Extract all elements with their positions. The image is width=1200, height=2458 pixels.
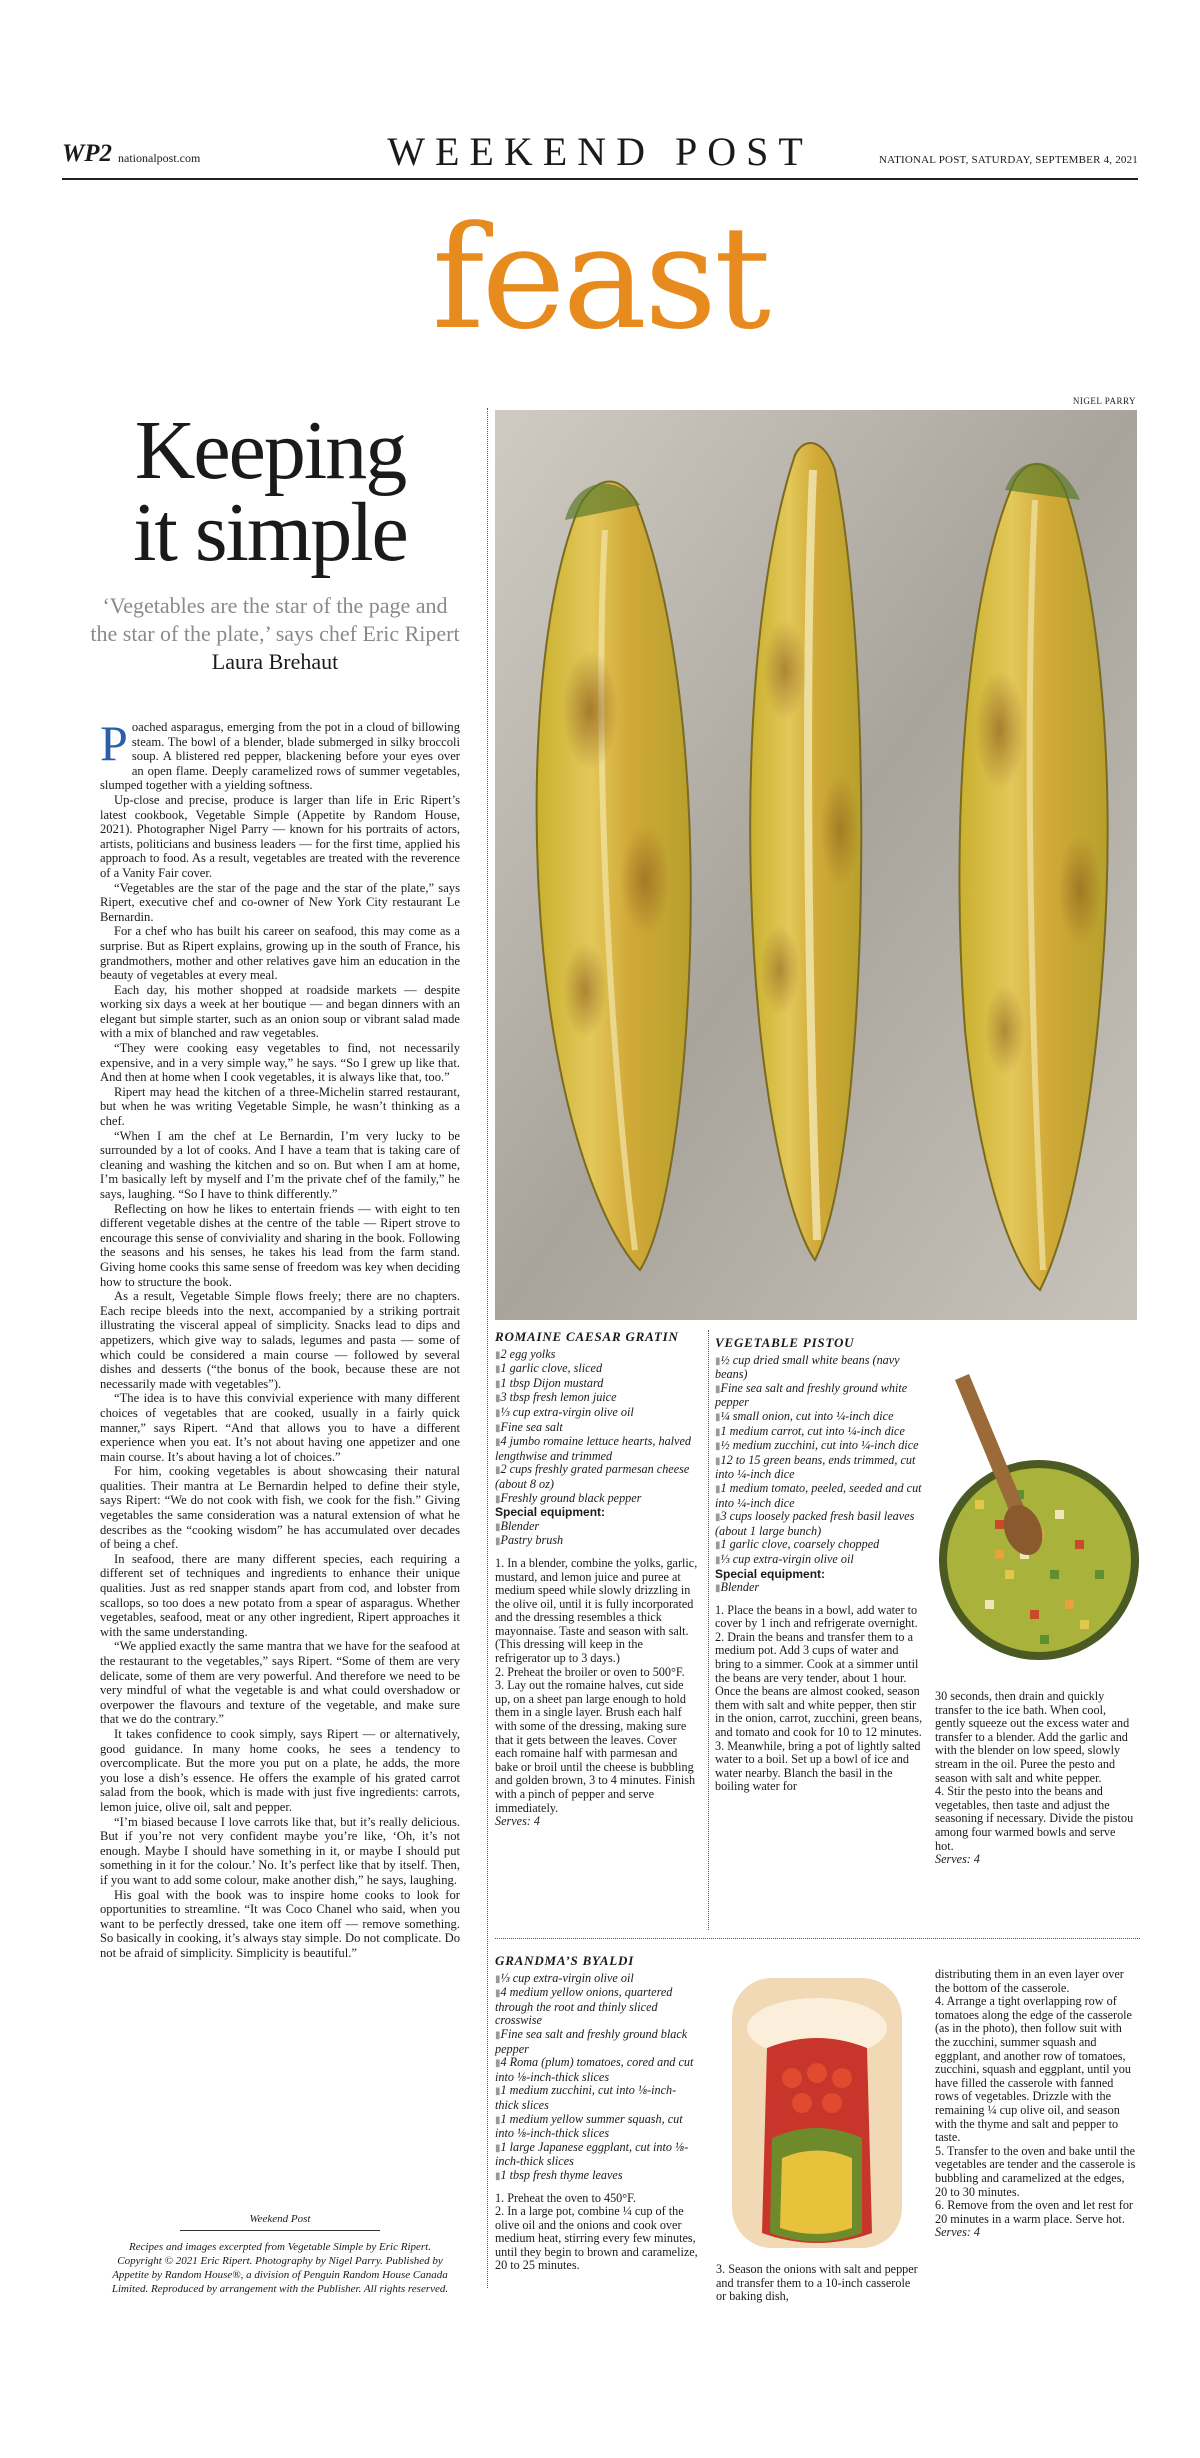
body-paragraph: Poached asparagus, emerging from the pot in a cloud of billowing steam. The bowl of a blender, blade submerged in silky broccoli soup. A blistered red pepper, blackening before your eyes over an open flame. Deeply caramelized rows of summer vegetables, slumped together with a yielding softness. — [100, 715, 460, 793]
page-folio: WP2 — [62, 140, 112, 167]
ingredient: ▮ 4 Roma (plum) tomatoes, cored and cut into ⅛-inch-thick slices — [495, 2056, 698, 2084]
ingredient: ▮ 2 cups freshly grated parmesan cheese (about 8 oz) — [495, 1463, 698, 1491]
ingredient: ▮ 1 medium carrot, cut into ¼-inch dice — [715, 1425, 925, 1440]
recipe-title: VEGETABLE PISTOU — [715, 1335, 855, 1350]
ingredient: ▮ 1 garlic clove, sliced — [495, 1362, 698, 1377]
ingredient: ▮ 4 medium yellow onions, quartered through the root and thinly sliced crosswise — [495, 1986, 698, 2028]
body-paragraph: “Vegetables are the star of the page and the star of the plate,” says Ripert, executive chef and co-owner of New York City restaurant Le Bernardin. — [100, 880, 460, 924]
column-divider — [487, 408, 488, 2288]
equipment-item: ▮ Blender — [715, 1581, 925, 1596]
headline-line-2: it simple — [133, 486, 407, 579]
serves: Serves: 4 — [495, 1814, 541, 1829]
ingredient: ▮ 2 egg yolks — [495, 1348, 698, 1363]
recipe-step: 2. Drain the beans and transfer them to a medium pot. Add 3 cups of water and bring to a simmer. Cook at a simmer until the beans are very tender, about 1 hour. Once the beans are almost cooked, season them with salt and white pepper, then stir in the onion, carrot, zucchini, green beans, and tomato and cook for 10 to 12 minutes. — [715, 1629, 923, 1740]
recipe-romaine-caesar-gratin — [495, 1330, 698, 1829]
equipment-item: ▮ Pastry brush — [495, 1534, 698, 1549]
equipment-list — [715, 1581, 925, 1596]
ingredient-list — [495, 1972, 698, 2184]
ingredient: ▮ ¼ small onion, cut into ¼-inch dice — [715, 1410, 925, 1425]
ingredient: ▮ Fine sea salt and freshly ground black pepper — [495, 2028, 698, 2056]
equipment-heading: Special equipment: — [715, 1566, 826, 1581]
ingredient: ▮ 12 to 15 green beans, ends trimmed, cut into ¼-inch dice — [715, 1454, 925, 1482]
serves: Serves: 4 — [935, 1852, 981, 1867]
section-title: feast — [431, 196, 769, 361]
ingredient: ▮ 1 tbsp Dijon mustard — [495, 1377, 698, 1392]
recipe-separator — [495, 1938, 1140, 1939]
recipe-step: distributing them in an even layer over the bottom of the casserole. — [935, 1967, 1124, 1995]
body-paragraph: “The idea is to have this convivial experience with many different choices of vegetables that are cooked, usually in a fairly quick manner,” says Ripert. “And that allows you to have a different experience when you eat. It’s not about having one appetizer and one main course. It’s about having a lot of choices.” — [100, 1391, 460, 1464]
recipe-title: ROMAINE CAESAR GRATIN — [495, 1329, 679, 1344]
ingredient: ▮ 1 tbsp fresh thyme leaves — [495, 2169, 698, 2184]
ingredient: ▮ Fine sea salt and freshly ground white pepper — [715, 1382, 925, 1410]
body-paragraph: “I’m biased because I love carrots like that, but it’s really delicious. But if you’re not very confident maybe you’re like, ‘Oh, it’s not enough. Maybe I should have something in it, or maybe I should put something in it for the colour.’ No. It’s perfect like that by itself. Then, if you want to add some colour, make another dish,” he says, laughing. — [100, 1814, 460, 1887]
recipe-step: 1. Place the beans in a bowl, add water to cover by 1 inch and refrigerate overnight. — [715, 1602, 918, 1631]
photo-credit: NIGEL PARRY — [1072, 396, 1136, 406]
recipe-step: 1. Preheat the oven to 450°F. — [495, 2190, 636, 2205]
recipe-step: 4. Arrange a tight overlapping row of tomatoes along the edge of the casserole (as in the photo), then follow suit with the zucchini, summer squash and eggplant, and another row of tomatoes, zucchini, squash and eggplant, until you have filled the casserole with fanned rows of vegetables. Drizzle with the remaining ¼ cup olive oil, and season with the thyme and salt and pepper to taste. — [935, 1994, 1132, 2145]
recipe-step: 6. Remove from the oven and let rest for 20 minutes in a warm place. Serve hot. — [935, 2198, 1133, 2226]
ingredient: ▮ Fine sea salt — [495, 1421, 698, 1436]
signoff: Weekend Post — [249, 2213, 311, 2225]
ingredient: ▮ 4 jumbo romaine lettuce hearts, halved lengthwise and trimmed — [495, 1435, 698, 1463]
recipe-pistou-continued — [935, 1690, 1135, 1867]
ingredient: ▮ Freshly ground black pepper — [495, 1492, 698, 1507]
body-paragraph: Up-close and precise, produce is larger than life in Eric Ripert’s latest cookbook, Vegetable Simple (Appetite by Random House, 2021). Photographer Nigel Parry — known for his portraits of actors, artists, politicians and business leaders — for the first time, applied his approach to food. As a result, vegetables are treated with the reverence of a Vanity Fair cover. — [100, 792, 460, 880]
ingredient: ▮ 1 garlic clove, coarsely chopped — [715, 1538, 925, 1553]
equipment-list — [495, 1520, 698, 1549]
ingredient-list — [495, 1348, 698, 1507]
ingredient: ▮ 3 cups loosely packed fresh basil leaves (about 1 large bunch) — [715, 1510, 925, 1538]
equipment-item: ▮ Blender — [495, 1520, 698, 1535]
recipe-step: 3. Meanwhile, bring a pot of lightly salted water to a boil. Set up a bowl of ice and water nearby. Blanch the basil in the boiling water for — [715, 1738, 921, 1794]
dateline: NATIONAL POST, SATURDAY, SEPTEMBER 4, 2021 — [879, 154, 1138, 166]
body-paragraph: “We applied exactly the same mantra that we have for the seafood at the restaurant to the vegetables,” says Ripert. “Some of them are very delicate, some of them are very powerful. And therefore we need to be very mindful of what the vegetable is and what could overshadow or overpower the flavours and texture of the vegetable, and make sure that we do the contrary.” — [100, 1639, 460, 1727]
ingredient: ▮ 1 medium zucchini, cut into ⅛-inch-thick slices — [495, 2084, 698, 2112]
body-paragraph: For a chef who has built his career on seafood, this may come as a surprise. But as Ripert explains, growing up in the south of France, his grandmothers, mother and other relatives gave him an education in the beauty of vegetables at every meal. — [100, 924, 460, 983]
site-url: nationalpost.com — [118, 151, 201, 165]
recipe-step: 2. Preheat the broiler or oven to 500°F. — [495, 1664, 685, 1679]
recipe-step: 3. Lay out the romaine halves, cut side up, on a sheet pan large enough to hold them in a single layer. Brush each half with some of the dressing, making sure that it gets between the leaves. Cover each romaine half with parmesan and bake or broil until the cheese is bubbling and golden brown, 3 to 4 minutes. Finish with a pinch of pepper and serve immediately. — [495, 1678, 696, 1815]
romaine-gratin-photo — [495, 410, 1137, 1320]
recipe-step: 4. Stir the pesto into the beans and vegetables, then taste and adjust the seasoning if necessary. Divide the pistou among four warmed bowls and serve hot. — [935, 1784, 1134, 1853]
recipe-title: GRANDMA’S BYALDI — [495, 1953, 635, 1968]
ingredient: ▮ 1 medium yellow summer squash, cut into ⅛-inch-thick slices — [495, 2113, 698, 2141]
headline-line-1: Keeping — [134, 404, 406, 497]
body-paragraph: In seafood, there are many different species, each requiring a different set of techniques and ingredients to enhance their unique qualities. Just as red snapper stands apart from cod, and lobster from scallops, so too does a new potato from a spear of asparagus. Whether vegetables, seafood, meat or any other ingredient, Ripert approaches it with the same understanding. — [100, 1551, 460, 1639]
body-paragraph: Each day, his mother shopped at roadside markets — despite working six days a week at her boutique — and began dinners with an elegant but simple starter, such as an onion soup or vibrant salad made with a mix of blanched and raw vegetables. — [100, 982, 460, 1041]
recipe-step: 1. In a blender, combine the yolks, garlic, mustard, and lemon juice and puree at medium speed while slowly drizzling in the olive oil, until it is fully incorporated and the dressing resembles a thick mayonnaise. Taste and season with salt. (This dressing will keep in the refrigerator up to 3 days.) — [495, 1555, 698, 1666]
recipe-byaldi-continued — [935, 1968, 1137, 2240]
pistou-photo — [935, 1370, 1139, 1682]
ingredient: ▮ ⅓ cup extra-virgin olive oil — [495, 1406, 698, 1421]
equipment-heading: Special equipment: — [495, 1505, 606, 1520]
recipe-step: 3. Season the onions with salt and pepper and transfer them to a 10-inch casserole or baking dish, — [716, 2262, 918, 2304]
byaldi-photo — [712, 1968, 920, 2258]
recipe-step: 30 seconds, then drain and quickly transfer to the ice bath. When cool, gently squeeze out the excess water and transfer to a blender. Add the garlic and with the blender on low speed, slowly stream in the oil. Puree the pesto and season with salt and white pepper. — [935, 1689, 1130, 1785]
ingredient: ▮ 1 medium tomato, peeled, seeded and cut into ¼-inch dice — [715, 1482, 925, 1510]
headline — [80, 404, 460, 579]
body-paragraph: Ripert may head the kitchen of a three-Michelin starred restaurant, but when he was writing Vegetable Simple, he wasn’t thinking as a chef. — [100, 1084, 460, 1129]
body-paragraph: His goal with the book was to inspire home cooks to look for opportunities to streamline. “It was Coco Chanel who said, when you want to be perfectly dressed, take one item off — remove something. So basically in cooking, it’s always stay simple. Do not complicate. Do not be afraid of simplicity. Simplicity is beautiful.” — [100, 1887, 460, 1960]
body-paragraph: It takes confidence to cook simply, says Ripert — or alternatively, good guidance. In many home cooks, he sees a tendency to overcomplicate. But the more you put on a plate, he adds, the more you lose a dish’s essence. He offers the example of his grated carrot salad from the book, which is made with just five ingredients: carrots, lemon juice, olive oil, salt and pepper. — [100, 1726, 460, 1814]
body-paragraph: “When I am the chef at Le Bernardin, I’m very lucky to be surrounded by a lot of cooks. And I have a team that is taking care of cleaning and washing the kitchen and so on. But when I am at home, I’m basically left by myself and I’m the private chef of the family,” he says, laughing. “So I have to think differently.” — [100, 1128, 460, 1201]
recipe-vegetable-pistou — [715, 1336, 925, 1794]
deck — [90, 592, 460, 676]
body-paragraph: Reflecting on how he likes to entertain friends — with eight to ten different vegetable dishes at the centre of the table — Ripert strove to encourage this sense of conviviality and sharing in the book. Following the seasons and his senses, he takes his lead from the farm stand. Giving home cooks this same sense of freedom was key when deciding how to structure the book. — [100, 1201, 460, 1289]
masthead: WEEKEND POST — [387, 129, 813, 174]
recipe-divider — [708, 1330, 709, 1930]
ingredient: ▮ ⅓ cup extra-virgin olive oil — [715, 1553, 925, 1568]
serves: Serves: 4 — [935, 2225, 981, 2240]
ingredient-list — [715, 1354, 925, 1568]
body-paragraph: For him, cooking vegetables is about showcasing their natural qualities. Their mantra at Le Bernardin helped to define their style, says Ripert: “We do not cook with fish, we cook for the fish.” Giving vegetables the same consideration was a natural extension of what he describes as the “cooking wisdom” he has accumulated over decades of being a chef. — [100, 1464, 460, 1552]
header-rule — [62, 178, 1138, 180]
drop-cap: P — [100, 715, 128, 771]
recipe-grandmas-byaldi — [495, 1954, 698, 2273]
body-paragraph: As a result, Vegetable Simple flows freely; there are no chapters. Each recipe bleeds into the next, accompanied by a striking portrait illustrating the visceral appeal of simplicity. Snacks lead to dips and appetizers, which give way to salads, legumes and pasta — some of which could be considered a main course — followed by several dishes and desserts (“the bonus of the book, because these are not necessarily made with vegetables”). — [100, 1289, 460, 1391]
byline: Laura Brehaut — [211, 649, 339, 674]
recipe-byaldi-step-3 — [716, 2263, 920, 2304]
deck-text: ‘Vegetables are the star of the page and the star of the plate,’ says chef Eric Ripert — [90, 593, 460, 646]
ingredient: ▮ ⅓ cup extra-virgin olive oil — [495, 1972, 698, 1987]
recipe-step: 2. In a large pot, combine ¼ cup of the olive oil and the onions and cook over medium heat, stirring every few minutes, until they begin to brown and caramelize, 20 to 25 minutes. — [495, 2204, 698, 2273]
ingredient: ▮ ½ medium zucchini, cut into ¼-inch dice — [715, 1439, 925, 1454]
book-credit: Recipes and images excerpted from Vegetable Simple by Eric Ripert. Copyright © 2021 Eric Ripert. Photography by Nigel Parry. Published by Appetite by Random House®, a division of Penguin Random House Canada Limited. Reproduced by arrangement with the Publisher. All rights reserved. — [111, 2241, 449, 2295]
ingredient: ▮ ½ cup dried small white beans (navy beans) — [715, 1354, 925, 1382]
article-body — [100, 715, 460, 1960]
credit-rule — [180, 2230, 380, 2231]
ingredient: ▮ 1 large Japanese eggplant, cut into ⅛-inch-thick slices — [495, 2141, 698, 2169]
body-paragraph: “They were cooking easy vegetables to find, not necessarily expensive, and in a very simple way,” he says. “So I grew up like that. And then at home when I cook vegetables, it is always like that, too.” — [100, 1041, 460, 1085]
ingredient: ▮ 3 tbsp fresh lemon juice — [495, 1391, 698, 1406]
recipe-step: 5. Transfer to the oven and bake until the vegetables are tender and the casserole is bubbling and caramelized at the edges, 20 to 30 minutes. — [935, 2143, 1136, 2199]
